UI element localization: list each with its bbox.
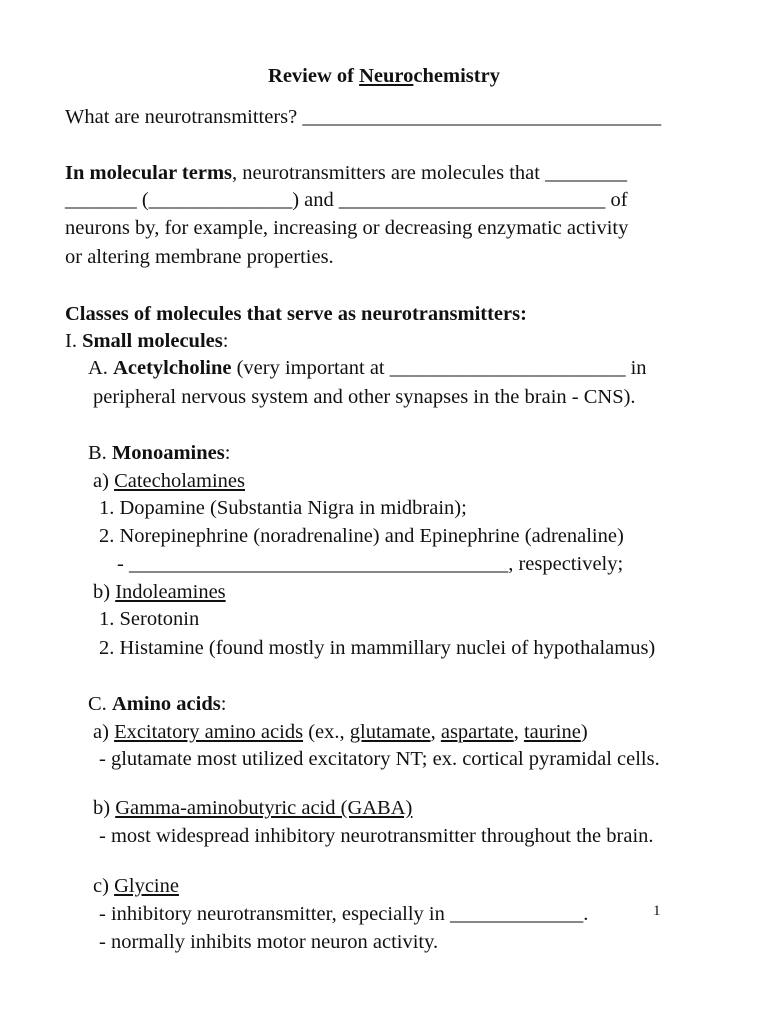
glutamate-note: - glutamate most utilized excitatory NT; ex. cortical pyramidal cells. (99, 748, 660, 770)
glycine-note-1: - inhibitory neurotransmitter, especially in _____________. (99, 903, 589, 925)
classes-heading: Classes of molecules that serve as neurotransmitters: (65, 303, 527, 325)
molecular-terms-line-4: or altering membrane properties. (65, 246, 334, 268)
catecholamines-label: a) Catecholamines (93, 470, 245, 492)
histamine-item: 2. Histamine (found mostly in mammillary nuclei of hypothalamus) (99, 637, 656, 659)
molecular-terms-line-2: _______ (______________) and __________________________ of (65, 189, 628, 211)
gaba-label: b) Gamma-aminobutyric acid (GABA) (93, 797, 413, 819)
glycine-label: c) Glycine (93, 875, 179, 897)
excitatory-amino-acids-line: a) Excitatory amino acids (ex., glutamate, aspartate, taurine) (93, 721, 588, 743)
molecular-terms-line-1: In molecular terms, neurotransmitters are molecules that ________ (65, 162, 628, 184)
page-number: 1 (653, 903, 661, 919)
question-neurotransmitters: What are neurotransmitters? ___________________________________ (65, 106, 662, 128)
norepinephrine-blank: - _____________________________________, respectively; (117, 553, 624, 575)
monoamines-heading: B. Monoamines: (88, 442, 231, 464)
acetylcholine-continuation: peripheral nervous system and other synapses in the brain - CNS). (93, 386, 636, 408)
dopamine-item: 1. Dopamine (Substantia Nigra in midbrain); (99, 497, 467, 519)
norepinephrine-item: 2. Norepinephrine (noradrenaline) and Epinephrine (adrenaline) (99, 525, 624, 547)
indoleamines-label: b) Indoleamines (93, 581, 226, 603)
section-small-molecules: I. Small molecules: (65, 330, 229, 352)
gaba-note: - most widespread inhibitory neurotransmitter throughout the brain. (99, 825, 654, 847)
glycine-note-2: - normally inhibits motor neuron activity. (99, 931, 439, 953)
acetylcholine-line: A. Acetylcholine (very important at _______________________ in (88, 357, 647, 379)
amino-acids-heading: C. Amino acids: (88, 693, 227, 715)
molecular-terms-line-3: neurons by, for example, increasing or decreasing enzymatic activity (65, 217, 629, 239)
page-title: Review of Neurochemistry (268, 65, 500, 87)
serotonin-item: 1. Serotonin (99, 608, 200, 630)
